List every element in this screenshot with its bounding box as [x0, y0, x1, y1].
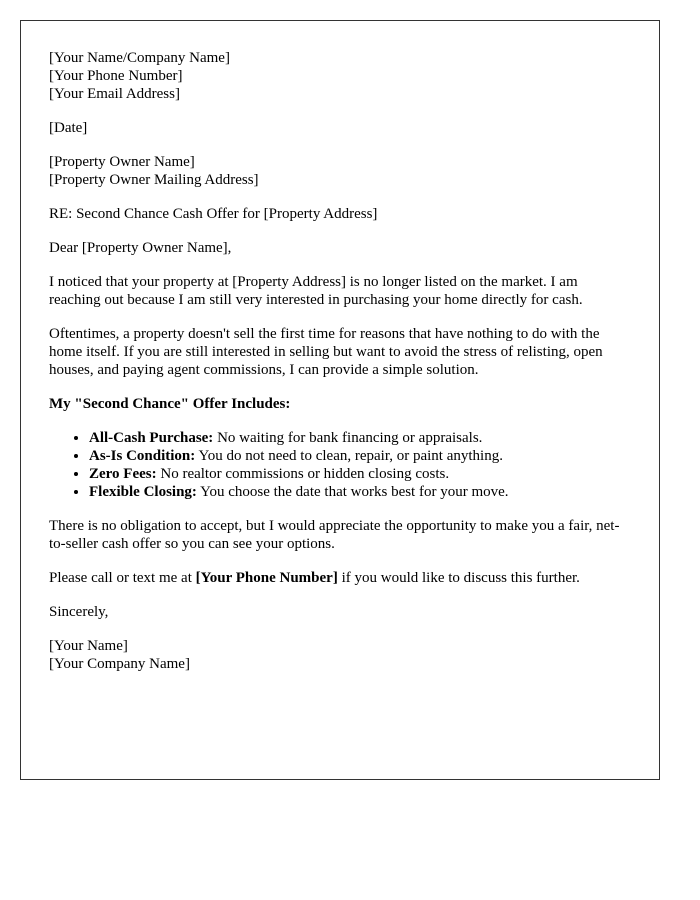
signature-block: [49, 637, 631, 673]
contact-paragraph: [49, 569, 631, 587]
list-item: [89, 447, 631, 465]
sender-block: [49, 49, 631, 103]
list-item: [89, 429, 631, 447]
offer-item-text: No realtor commissions or hidden closing costs.: [156, 466, 450, 482]
signature-name: [Your Name]: [49, 638, 128, 654]
sender-email: [Your Email Address]: [49, 86, 180, 102]
contact-phone: [Your Phone Number]: [195, 570, 338, 586]
obligation-paragraph: There is no obligation to accept, but I would appreciate the opportunity to make you a fair, net-to-seller cash offer so you can see your options.: [49, 518, 620, 552]
letter-date: [Date]: [49, 120, 88, 136]
offer-item-text: You do not need to clean, repair, or paint anything.: [195, 448, 503, 464]
list-item: [89, 465, 631, 483]
signature-company: [Your Company Name]: [49, 656, 190, 672]
closing: Sincerely,: [49, 604, 109, 620]
intro-paragraph: I noticed that your property at [Property Address] is no longer listed on the market. I am reaching out because I am still very interested in purchasing your home directly for cash.: [49, 274, 583, 308]
letter-page: [20, 20, 660, 780]
offer-list: [49, 429, 631, 501]
offer-item-text: No waiting for bank financing or appraisals.: [213, 430, 483, 446]
sender-phone: [Your Phone Number]: [49, 68, 183, 84]
offer-item-text: You choose the date that works best for your move.: [196, 484, 509, 500]
offer-item-title: Zero Fees:: [89, 466, 157, 482]
recipient-block: [49, 153, 631, 189]
offer-heading: My "Second Chance" Offer Includes:: [49, 396, 291, 412]
sender-name: [Your Name/Company Name]: [49, 50, 230, 66]
salutation: Dear [Property Owner Name],: [49, 240, 232, 256]
explanation-paragraph: Oftentimes, a property doesn't sell the first time for reasons that have nothing to do with the home itself. If you are still interested in selling but want to avoid the stress of relisting, open houses, and paying agent commissions, I can provide a simple solution.: [49, 326, 603, 378]
list-item: [89, 483, 631, 501]
offer-item-title: Flexible Closing:: [89, 484, 197, 500]
recipient-address: [Property Owner Mailing Address]: [49, 172, 259, 188]
contact-text-after: if you would like to discuss this further.: [337, 570, 580, 586]
contact-text-before: Please call or text me at: [49, 570, 196, 586]
recipient-name: [Property Owner Name]: [49, 154, 195, 170]
offer-item-title: As-Is Condition:: [89, 448, 196, 464]
offer-item-title: All-Cash Purchase:: [89, 430, 214, 446]
subject-line: RE: Second Chance Cash Offer for [Property Address]: [49, 206, 378, 222]
